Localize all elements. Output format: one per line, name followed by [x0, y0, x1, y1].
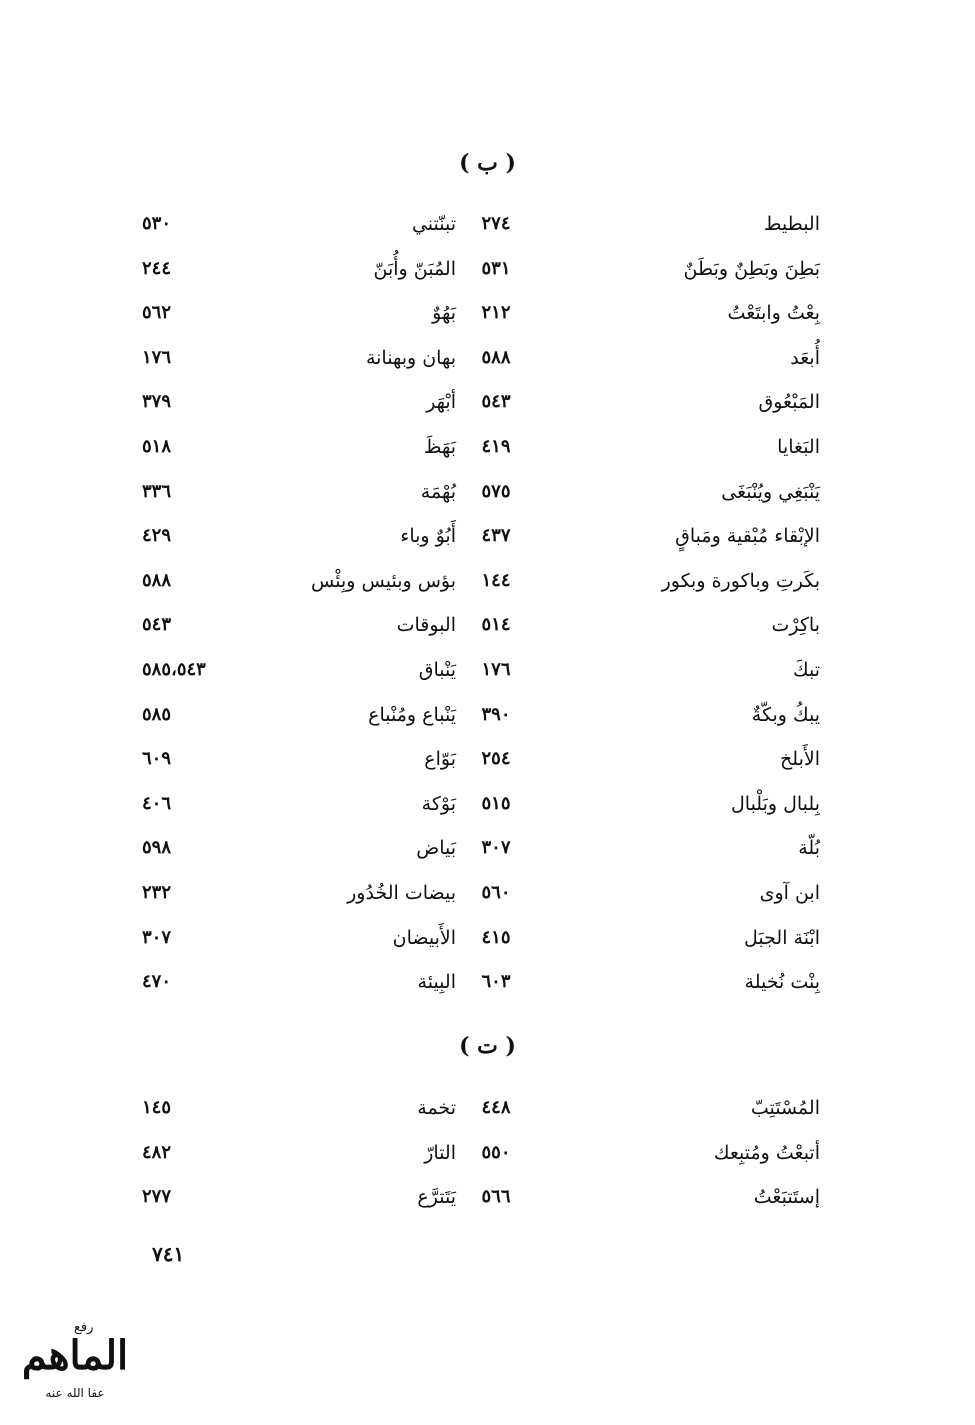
entry-page-number: ٤٧٠ [142, 971, 172, 993]
entry-page-number: ٥١٥ [481, 792, 511, 814]
stamp-bottom-text: عفا الله عنه [45, 1386, 105, 1400]
entry-term: بهان وبهنانة [365, 346, 456, 369]
entry-term: تخمة [417, 1097, 456, 1119]
entry-term: تبنّتني [411, 213, 456, 235]
index-row [140, 1086, 820, 1131]
index-row [140, 247, 820, 292]
entry-page-number: ٦٠٣ [481, 971, 511, 993]
entry-term: أُبعَد [790, 346, 820, 369]
entry-term: المُسْتَتِبّ [750, 1097, 820, 1119]
entry-term: بيضات الخُدُور [347, 881, 456, 904]
entry-page-number: ٣٩٠ [481, 703, 511, 725]
entry-term: بَطِنَ وبَطِنٌ وبَطَنٌ [683, 257, 820, 280]
stamp-main-text: الماهم [21, 1332, 129, 1379]
entry-term: بَهُوٌ [432, 302, 456, 325]
entry-term: بؤس وبئيس وبِئْس [311, 569, 456, 592]
entry-term: بُهْمَة [420, 480, 456, 503]
entry-page-number: ٥١٨ [142, 435, 172, 457]
index-row [140, 425, 820, 470]
entry-page-number: ٤٣٧ [481, 525, 511, 547]
index-row [140, 202, 820, 247]
entry-term: باكِرْت [771, 614, 820, 637]
entry-term: البطيط [763, 213, 820, 235]
index-row [140, 916, 820, 961]
entry-term: الأَبيضان [392, 926, 456, 949]
entry-page-number: ٥٦٦ [481, 1186, 511, 1208]
entry-term: البوقات [396, 614, 456, 637]
entry-term: المُبَنّ وأُبَنّ [373, 257, 456, 280]
entry-page-number: ٦٠٩ [142, 748, 172, 770]
entry-page-number: ٥١٤ [481, 614, 511, 636]
entry-page-number: ٣٧٩ [142, 391, 172, 413]
entry-term: بُلّة [798, 837, 820, 860]
entry-term: البَغايا [777, 435, 820, 458]
entry-term: بَهَظَ [423, 435, 456, 458]
entry-page-number: ١٧٦ [481, 658, 511, 680]
entry-page-number: ٥٨٨ [481, 346, 511, 368]
entry-term: البِيئة [417, 971, 456, 994]
entry-page-number: ٤١٩ [481, 435, 511, 457]
entry-page-number: ٥٦٠ [481, 881, 511, 903]
entry-page-number: ٤٤٨ [481, 1097, 511, 1118]
entry-page-number: ٣٠٧ [142, 926, 172, 948]
entry-page-number: ٢٧٤ [481, 213, 511, 234]
entry-term: المَبْعُوق [758, 391, 820, 414]
entry-page-number: ٤٢٩ [142, 525, 172, 547]
index-row [140, 603, 820, 648]
section-heading-ba: ( ب ) [459, 150, 516, 176]
entry-term: ابْنَة الجبَل [744, 926, 820, 949]
entry-term: أبْهَر [426, 391, 456, 414]
index-row [140, 737, 820, 782]
index-row [140, 960, 820, 1005]
index-row [140, 1175, 820, 1220]
entries-list-ba [140, 202, 820, 1005]
index-row [140, 470, 820, 515]
entry-page-number: ١٤٤ [481, 569, 511, 591]
entry-term: بِعْتُ وابتَعْتُ [727, 302, 820, 325]
section-heading-ta: ( ت ) [459, 1033, 516, 1059]
entry-term: أَبُوٌ وباء [400, 525, 456, 548]
index-row [140, 871, 820, 916]
entry-page-number: ٤٨٢ [142, 1141, 172, 1163]
entry-term: بِلبال وبَلْبال [730, 792, 820, 815]
entry-term: يَنْباق [418, 658, 456, 681]
index-row [140, 380, 820, 425]
index-row [140, 782, 820, 827]
entry-page-number: ٥٥٠ [481, 1141, 511, 1163]
entry-term: يَنْبَغِي ويُنْبَغَى [721, 480, 820, 503]
entry-page-number: ٤٠٦ [142, 792, 172, 814]
entry-page-number: ١٤٥ [142, 1097, 172, 1118]
entry-page-number: ٣٣٦ [142, 480, 172, 502]
entries-list-ta [140, 1086, 820, 1220]
entry-page-number: ٢٥٤ [481, 748, 511, 770]
index-row [140, 336, 820, 381]
entry-page-number: ٣٠٧ [481, 837, 511, 859]
entry-page-number: ٥٤٣ [142, 614, 172, 636]
entry-term: بكَرتِ وباكورة وبكور [661, 569, 820, 592]
index-row [140, 291, 820, 336]
page-number: ٧٤١ [152, 1242, 185, 1266]
entry-term: أتبعْتُ ومُتبِعك [713, 1141, 820, 1164]
entry-term: تبكَ [792, 658, 820, 681]
stamp-top-text: رفع [74, 1320, 94, 1335]
entry-page-number: ٥٨٨ [142, 569, 172, 591]
entry-page-number: ٥٣١ [481, 257, 511, 279]
index-row [140, 693, 820, 738]
entry-page-number: ٢٧٧ [142, 1186, 172, 1208]
entry-term: بَوْكة [421, 792, 456, 815]
entry-term: بِنْت نُخيلة [744, 971, 820, 994]
entry-term: التارّ [424, 1141, 456, 1164]
entry-term: ابن آوى [759, 881, 820, 904]
entry-page-number: ٢٤٤ [142, 257, 172, 279]
owner-stamp [12, 1320, 138, 1410]
entry-term: إستَتبَعْتُ [753, 1186, 820, 1209]
entry-term: يَتَترَّع [417, 1186, 456, 1209]
index-row [140, 514, 820, 559]
entry-term: الأَبلخ [780, 748, 820, 771]
entry-term: يبكُ وبكّةٌ [751, 703, 820, 726]
index-row [140, 826, 820, 871]
index-row [140, 559, 820, 604]
entry-term: بَوّاع [424, 748, 456, 771]
entry-term: الإبْقاء مُبْقية ومَباقٍ [675, 525, 820, 548]
entry-page-number: ٤١٥ [481, 926, 511, 948]
entry-page-number: ٥٤٣ [481, 391, 511, 413]
entry-page-number: ٥٧٥ [481, 480, 511, 502]
entry-page-number: ٥٩٨ [142, 837, 172, 859]
entry-page-number: ٥٣٠ [142, 213, 172, 234]
entry-term: بَياض [416, 837, 456, 860]
index-row [140, 648, 820, 693]
entry-page-number: ٥٨٥ [142, 703, 172, 725]
entry-page-number: ٢١٢ [481, 302, 511, 324]
entry-page-number: ١٧٦ [142, 346, 172, 368]
index-row [140, 1131, 820, 1176]
entry-page-number: ٢٣٢ [142, 881, 172, 903]
entry-term: يَنْباع ومُنْباع [368, 703, 456, 726]
entry-page-number: ٥٨٥،٥٤٣ [142, 658, 206, 680]
entry-page-number: ٥٦٢ [142, 302, 172, 324]
